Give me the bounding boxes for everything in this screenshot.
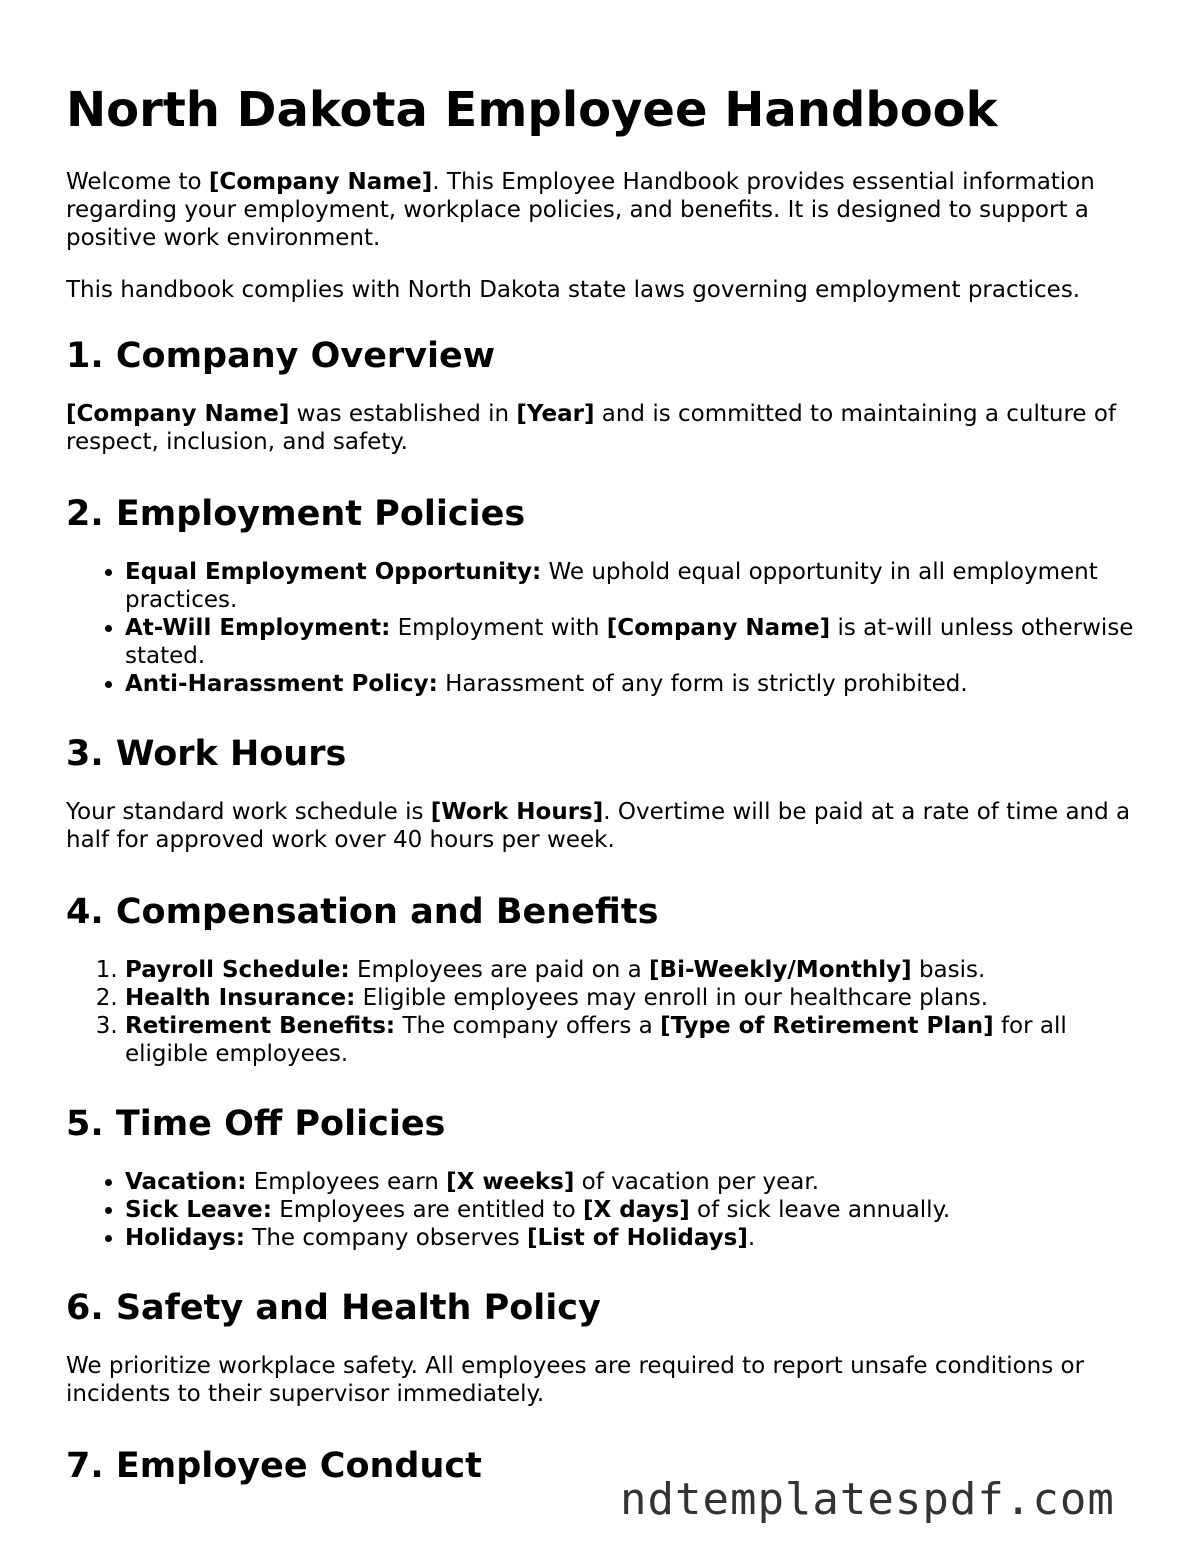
list-item: • Sick Leave: Employees are entitled to [X days] of sick leave annually. [125, 1196, 1146, 1224]
section-heading-safety: 6. Safety and Health Policy [66, 1288, 601, 1328]
work-hours-text: Your standard work schedule is [Work Hours]. Overtime will be paid at a rate of time and a half for approved work over 40 hours per week. [66, 799, 1131, 853]
company-name-placeholder: [Company Name] [208, 169, 433, 195]
company-name-placeholder: [Company Name] [66, 401, 290, 427]
section-heading-compensation: 4. Compensation and Benefits [66, 892, 659, 932]
list-item: • Equal Employment Opportunity: We uphold equal opportunity in all employment practices. [125, 558, 1146, 614]
compliance-paragraph: This handbook complies with North Dakota state laws governing employment practices. [66, 277, 1081, 303]
list-item: 1. Payroll Schedule: Employees are paid on a [Bi-Weekly/Monthly] basis. [125, 956, 1146, 984]
list-item: • At-Will Employment: Employment with [Company Name] is at-will unless otherwise stated. [125, 614, 1146, 670]
intro-paragraph [66, 168, 1146, 252]
watermark: ndtemplatespdf.com [620, 1474, 1115, 1525]
employment-policies-list [66, 558, 1146, 698]
list-item: • Holidays: The company observes [List of Holidays]. [125, 1224, 1146, 1252]
section-heading-employment-policies: 2. Employment Policies [66, 494, 526, 534]
list-item: • Anti-Harassment Policy: Harassment of any form is strictly prohibited. [125, 670, 1146, 698]
page-title: North Dakota Employee Handbook [66, 82, 998, 138]
intro-text-end: . This Employee Handbook provides essential information regarding your employment, workplace policies, and benefits. It is designed to support a positive work environment. [66, 169, 1095, 251]
safety-text: We prioritize workplace safety. All employees are required to report unsafe conditions or incidents to their supervisor immediately. [66, 1353, 1085, 1407]
list-item: • Vacation: Employees earn [X weeks] of vacation per year. [125, 1168, 1146, 1196]
company-overview-text: [Company Name] was established in [Year] and is committed to maintaining a culture of respect, inclusion, and safety. [66, 401, 1117, 455]
list-item: 3. Retirement Benefits: The company offers a [Type of Retirement Plan] for all eligible employees. [125, 1012, 1146, 1068]
compensation-list [66, 956, 1146, 1068]
intro-text-start: Welcome to [66, 169, 209, 195]
year-placeholder: [Year] [516, 401, 595, 427]
document-page [66, 78, 1146, 1510]
section-heading-company-overview: 1. Company Overview [66, 336, 496, 376]
section-heading-employee-conduct: 7. Employee Conduct [66, 1446, 482, 1486]
work-hours-placeholder: [Work Hours] [430, 799, 604, 825]
list-item: 2. Health Insurance: Eligible employees may enroll in our healthcare plans. [125, 984, 1146, 1012]
section-heading-work-hours: 3. Work Hours [66, 734, 347, 774]
section-heading-time-off: 5. Time Off Policies [66, 1104, 446, 1144]
time-off-list [66, 1168, 1146, 1252]
